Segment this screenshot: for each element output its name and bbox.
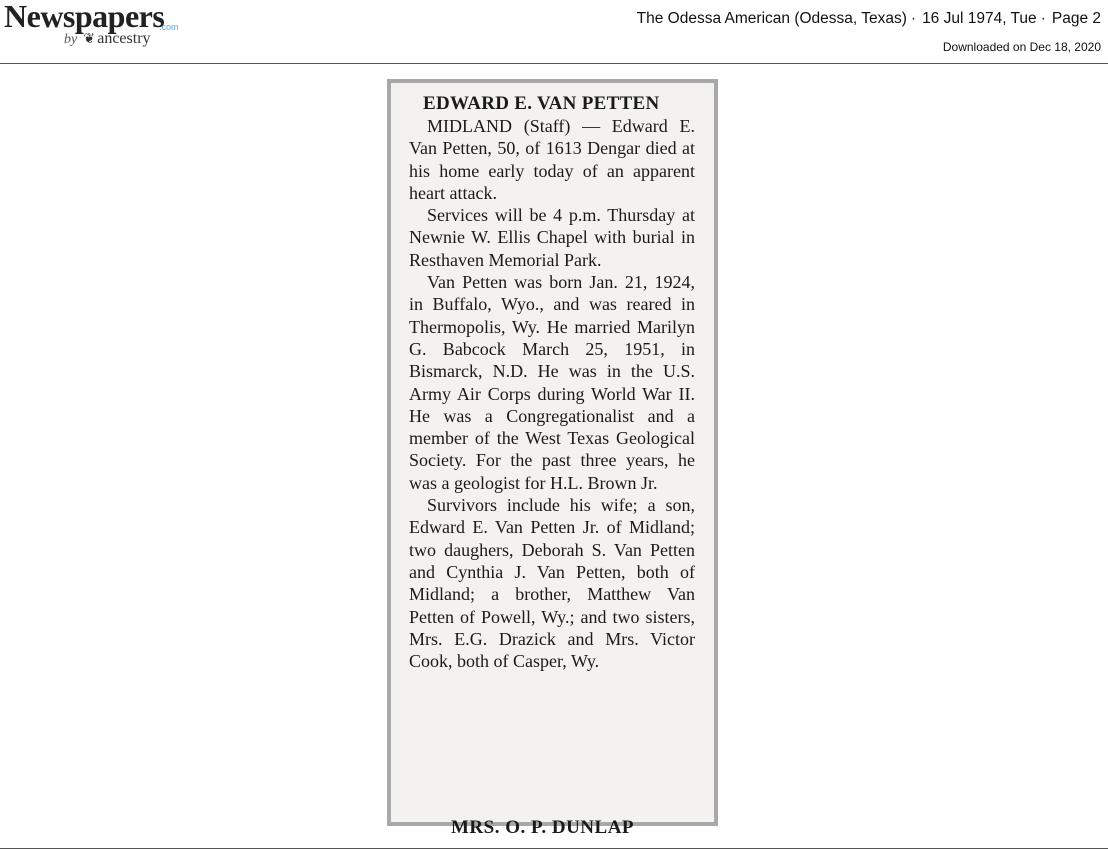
- page-number: Page 2: [1051, 10, 1101, 27]
- obituary-paragraph: Van Petten was born Jan. 21, 1924, in Buffalo, Wyo., and was reared in Thermopolis, Wy. He married Marilyn G. Babcock March 25, 1951, in Bismarck, N.D. He was in the U.S. Army Air Corps during World War II. He was a Congregationalist and a member of the West Texas Geological Society. For the past three years, he was a geologist for H.L. Brown Jr.: [409, 272, 695, 493]
- footer-divider: [0, 848, 1108, 849]
- separator-dot: ·: [1040, 10, 1046, 27]
- logo-by-text: by: [64, 32, 78, 47]
- leaf-icon: ❦: [83, 32, 96, 47]
- separator-dot: ·: [910, 10, 917, 27]
- logo-brand-text: ancestry: [97, 30, 151, 47]
- clipping-text: [409, 93, 695, 672]
- publication-date: 16 Jul 1974, Tue: [922, 10, 1037, 27]
- publication-title: The Odessa American (Odessa, Texas): [636, 10, 907, 27]
- logo-byline: [64, 30, 151, 48]
- obituary-paragraph: Services will be 4 p.m. Thursday at Newnie W. Ellis Chapel with burial in Resthaven Memorial Park.: [409, 205, 695, 270]
- cut-off-headline: MRS. O. P. DUNLAP: [451, 817, 635, 838]
- obituary-paragraph: Survivors include his wife; a son, Edward E. Van Petten Jr. of Midland; two daughers, Deborah S. Van Petten and Cynthia J. Van Petten, both of Midland; a brother, Matthew Van Petten of Powell, Wy.; and two sisters, Mrs. E.G. Drazick and Mrs. Victor Cook, both of Casper, Wy.: [409, 495, 695, 672]
- logo-com-suffix: .com: [159, 22, 179, 32]
- newspapers-logo[interactable]: [4, 2, 184, 50]
- publication-info: [637, 10, 1101, 28]
- header-divider: [0, 63, 1108, 64]
- logo-wordmark: Newspapers: [4, 0, 165, 34]
- obituary-headline: EDWARD E. VAN PETTEN: [423, 93, 660, 114]
- obituary-paragraph: MIDLAND (Staff) — Edward E. Van Petten, 50, of 1613 Dengar died at his home early today of an apparent heart attack.: [409, 116, 695, 203]
- newspaper-clipping: [387, 79, 718, 838]
- download-date: Downloaded on Dec 18, 2020: [942, 40, 1101, 54]
